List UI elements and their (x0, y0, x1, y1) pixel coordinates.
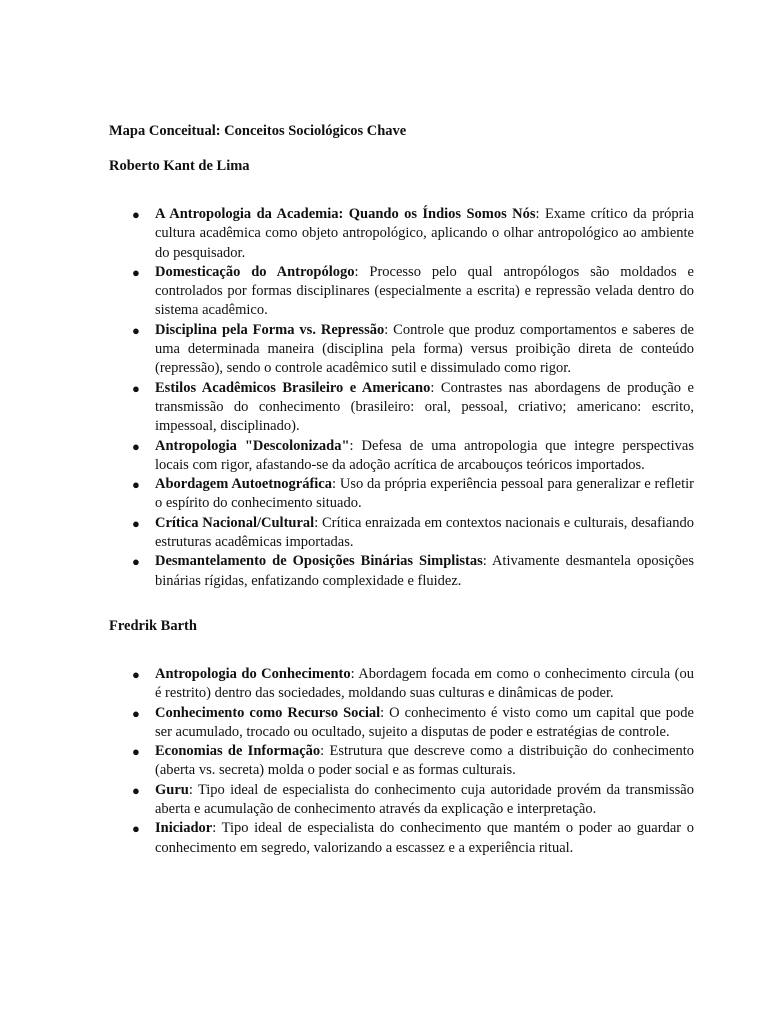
concept-description: : Controle que produz comportamentos e saberes de uma determinada maneira (disciplina pela forma) versus proibição direta de conteúdo (repressão), sendo o controle acadêmico sutil e dissimulado como rigor. (155, 321, 694, 377)
concept-description: : Crítica enraizada em contextos nacionais e culturais, desafiando estruturas acadêmicas importadas. (155, 514, 694, 551)
list-item (109, 665, 694, 704)
concept-term: Desmantelamento de Oposições Binárias Simplistas (155, 553, 483, 570)
concept-term: Economias de Informação (155, 743, 321, 760)
list-item (109, 205, 694, 263)
concept-description: : Contrastes nas abordagens de produção e transmissão do conhecimento (brasileiro: oral, pessoal, criativo; americano: escrito, impessoal, disciplinado). (155, 379, 694, 435)
concept-description: : O conhecimento é visto como um capital que pode ser acumulado, trocado ou ocultado, sujeito a disputas de poder e estratégias de controle. (155, 704, 694, 740)
section-heading-fredrik-barth: Fredrik Barth (109, 617, 197, 634)
concept-term: Crítica Nacional/Cultural (155, 514, 315, 531)
concept-description: : Ativamente desmantela oposições binárias rígidas, enfatizando complexidade e fluidez. (155, 553, 695, 589)
concept-description: : Tipo ideal de especialista do conhecimento cuja autoridade provém da transmissão aberta e acumulação de conhecimento através da explicação e interpretação. (155, 781, 694, 818)
list-item (109, 819, 694, 858)
concept-term: Disciplina pela Forma vs. Repressão (155, 321, 385, 338)
concept-description: : Defesa de uma antropologia que integre perspectivas locais com rigor, afastando-se da adoção acrítica de arcabouços teóricos importados. (155, 437, 694, 473)
bullet-icon: ● (132, 705, 140, 721)
concept-term: Estilos Acadêmicos Brasileiro e Americano (155, 379, 431, 396)
document-title: Mapa Conceitual: Conceitos Sociológicos Chave (109, 123, 407, 139)
list-item (109, 263, 694, 321)
concept-term: A Antropologia da Academia: Quando os Índios Somos Nós (155, 206, 536, 222)
bullet-icon: ● (132, 264, 140, 280)
bullet-icon: ● (132, 744, 140, 760)
list-item (109, 321, 694, 379)
bullet-icon: ● (132, 438, 140, 454)
concept-term: Antropologia "Descolonizada" (155, 437, 350, 454)
list-item (109, 475, 694, 514)
concept-description: : Estrutura que descreve como a distribuição do conhecimento (aberta vs. secreta) molda o poder social e as formas culturais. (155, 743, 694, 779)
list-item (109, 781, 694, 820)
bullet-icon: ● (132, 322, 140, 338)
concept-description: : Exame crítico da própria cultura acadêmica como objeto antropológico, aplicando o olhar antropológico ao ambiente do pesquisador. (155, 206, 694, 261)
concept-description: : Tipo ideal de especialista do conhecimento que mantém o poder ao guardar o conhecimento em segredo, valorizando a escassez e a experiência ritual. (155, 820, 694, 856)
list-item (109, 742, 694, 781)
concept-term: Antropologia do Conhecimento (155, 665, 351, 682)
concept-term: Iniciador (155, 820, 213, 837)
concept-description: : Uso da própria experiência pessoal para generalizar e refletir o espírito do conhecimento situado. (155, 476, 694, 512)
concept-term: Abordagem Autoetnográfica (155, 476, 332, 493)
concept-list-fredrik-barth (109, 665, 694, 858)
concept-term: Conhecimento como Recurso Social (155, 704, 381, 721)
concept-description: : Abordagem focada em como o conhecimento circula (ou é restrito) dentro das sociedades, moldando suas culturas e dinâmicas de poder. (155, 665, 694, 702)
concept-description: : Processo pelo qual antropólogos são moldados e controlados por formas disciplinares (especialmente a escrita) e repressão velada dentro do sistema acadêmico. (155, 263, 694, 319)
bullet-icon: ● (132, 380, 140, 396)
list-item (109, 514, 694, 553)
list-item (109, 704, 694, 743)
list-item (109, 379, 694, 437)
concept-list-kant-de-lima (109, 205, 694, 591)
bullet-icon: ● (132, 207, 140, 222)
bullet-icon: ● (132, 666, 140, 682)
concept-term: Guru (155, 781, 189, 798)
list-item (109, 437, 694, 476)
list-item (109, 552, 694, 591)
concept-term: Domesticação do Antropólogo (155, 263, 355, 280)
bullet-icon: ● (132, 515, 140, 531)
bullet-icon: ● (132, 477, 140, 493)
bullet-icon: ● (132, 782, 140, 798)
section-heading-kant-de-lima: Roberto Kant de Lima (109, 158, 250, 174)
bullet-icon: ● (132, 554, 140, 570)
bullet-icon: ● (132, 821, 140, 837)
document-page (109, 122, 694, 858)
